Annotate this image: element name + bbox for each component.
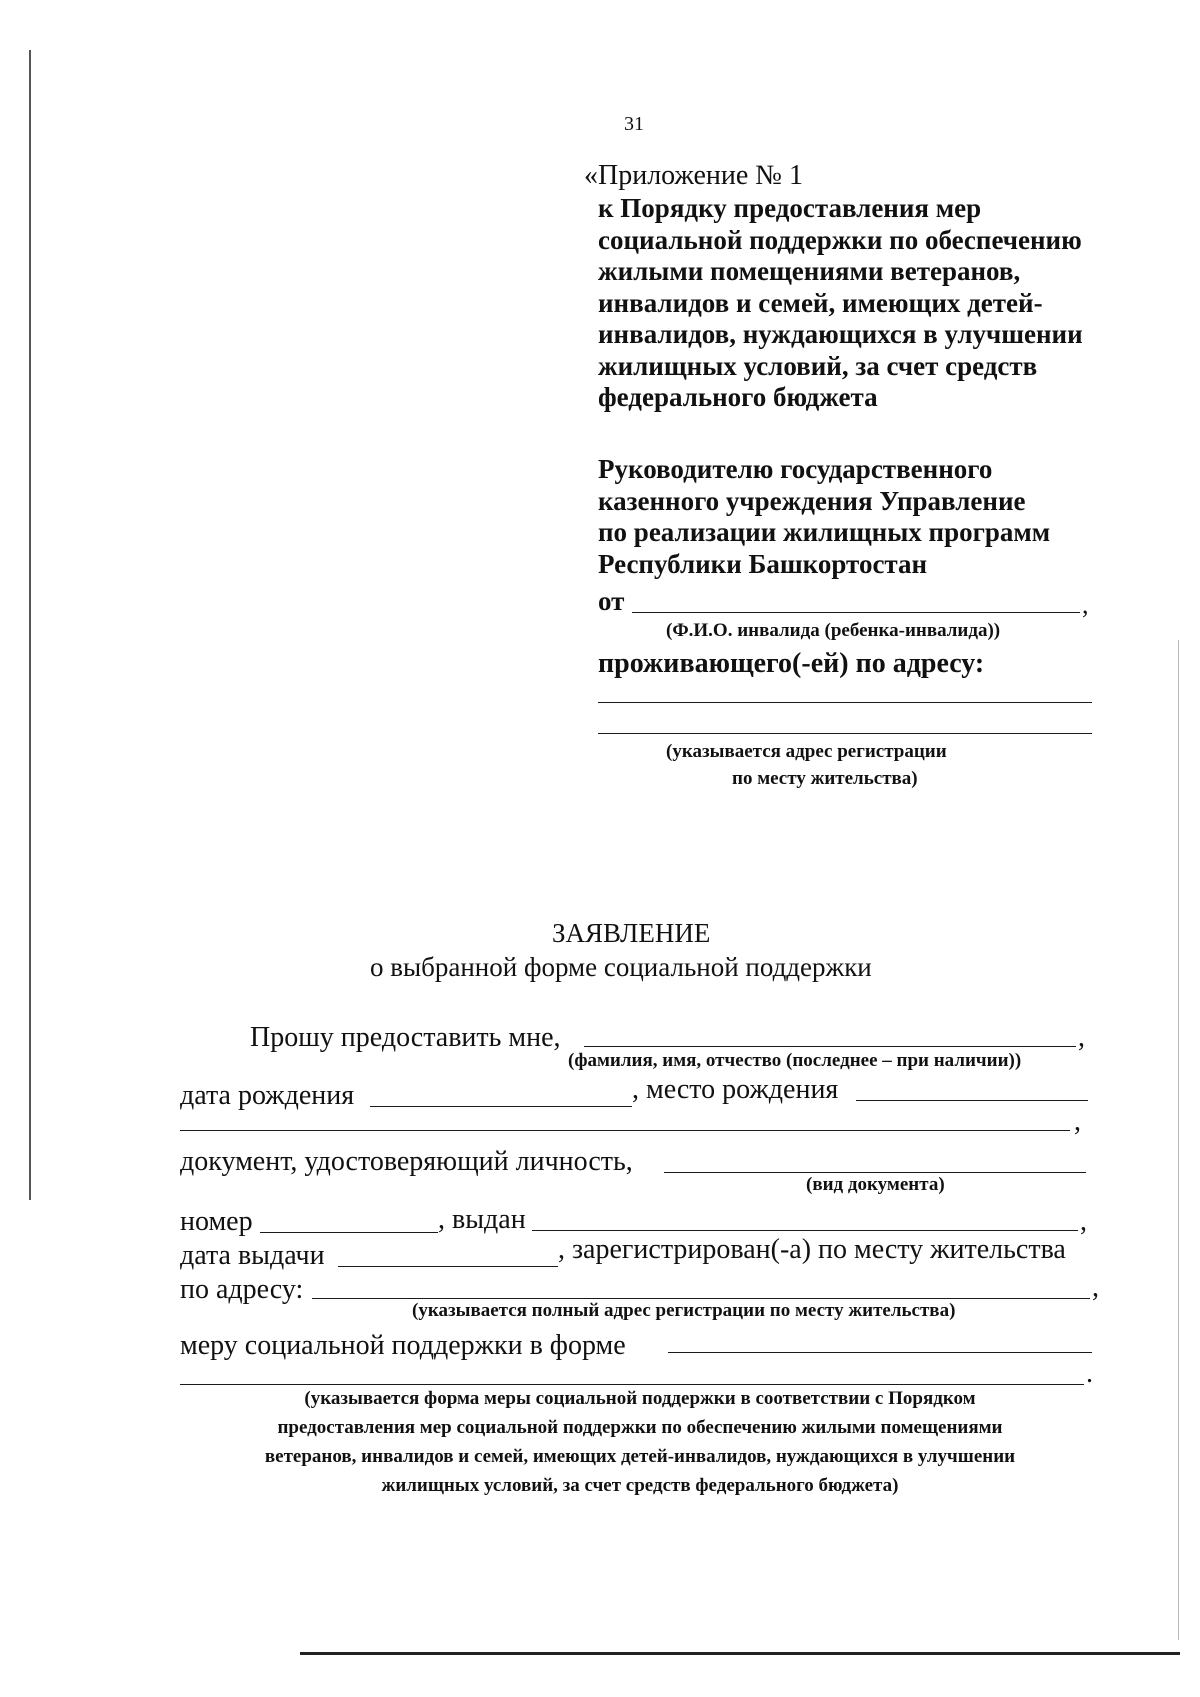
request-comma: , (1078, 1022, 1085, 1053)
id-document-field[interactable] (664, 1172, 1086, 1173)
statement-subtitle: о выбранной форме социальной поддержки (370, 952, 872, 982)
address-hint-line-1: (указывается адрес регистрации (666, 741, 947, 762)
issue-date-field[interactable] (338, 1266, 558, 1267)
from-label: от (598, 586, 625, 616)
number-label: номер (180, 1206, 253, 1237)
id-document-label: документ, удостоверяющий личность, (180, 1146, 633, 1177)
issued-by-field[interactable] (532, 1230, 1078, 1231)
full-name-hint: (фамилия, имя, отчество (последнее – при наличии)) (568, 1050, 1022, 1071)
appendix-line: жилищных условий, за счет средств (598, 350, 1038, 381)
appendix-line: социальной поддержки по обеспечению (598, 224, 1082, 255)
issued-comma: , (1080, 1206, 1087, 1237)
statement-title: ЗАЯВЛЕНИЕ (552, 918, 711, 948)
address-comma: , (1092, 1272, 1099, 1303)
applicant-name-field[interactable] (632, 612, 1080, 613)
scan-bottom-edge (300, 1652, 1180, 1655)
birth-place-field-cont[interactable] (180, 1130, 1070, 1131)
birth-place-comma: , (1074, 1106, 1081, 1137)
from-comma: , (1082, 590, 1089, 619)
scan-left-edge (29, 50, 31, 1200)
support-period: . (1086, 1358, 1093, 1389)
support-hint-line: жилищных условий, за счет средств федерального бюджета) (381, 1475, 899, 1496)
registered-label: , зарегистрирован(-а) по месту жительства (558, 1234, 1066, 1265)
residing-label: проживающего(-ей) по адресу: (598, 648, 985, 679)
residence-address-field-2[interactable] (598, 733, 1092, 734)
page-number: 31 (624, 113, 644, 135)
appendix-line: инвалидов и семей, имеющих детей- (598, 287, 1043, 318)
support-hint-line: (указывается форма меры социальной поддержки в соответствии с Порядком (304, 1388, 976, 1409)
support-hint-line: ветеранов, инвалидов и семей, имеющих детей-инвалидов, нуждающихся в улучшении (264, 1446, 1016, 1467)
support-label: меру социальной поддержки в форме (180, 1330, 626, 1361)
addressee-line: Республики Башкортостан (598, 548, 928, 579)
issue-date-label: дата выдачи (180, 1240, 325, 1271)
address-hint-line-2: по месту жительства) (732, 768, 918, 789)
birth-place-field[interactable] (856, 1100, 1088, 1101)
support-hint-line: предоставления мер социальной поддержки по обеспечению жилыми помещениями (277, 1417, 1003, 1438)
request-label: Прошу предоставить мне, (250, 1022, 561, 1053)
full-address-field[interactable] (312, 1298, 1090, 1299)
appendix-line: инвалидов, нуждающихся в улучшении (598, 319, 1083, 349)
issued-label: , выдан (438, 1204, 526, 1235)
from-hint: (Ф.И.О. инвалида (ребенка-инвалида)) (666, 620, 1001, 641)
address-label: по адресу: (180, 1274, 304, 1305)
birth-date-field[interactable] (370, 1106, 632, 1107)
full-name-field[interactable] (584, 1046, 1076, 1047)
scan-right-edge (1178, 640, 1179, 1640)
addressee-line: казенного учреждения Управление (598, 485, 1026, 516)
appendix-title: «Приложение № 1 (584, 160, 803, 191)
birth-place-label: , место рождения (632, 1074, 839, 1105)
birth-date-label: дата рождения (180, 1080, 355, 1111)
appendix-description (598, 193, 1083, 414)
support-hint (180, 1384, 1100, 1500)
residence-address-field-1[interactable] (598, 702, 1092, 703)
addressee-line: по реализации жилищных программ (598, 517, 1051, 547)
full-address-hint: (указывается полный адрес регистрации по месту жительства) (412, 1300, 956, 1321)
support-form-field[interactable] (668, 1352, 1092, 1353)
appendix-line: к Порядку предоставления мер (598, 193, 982, 223)
appendix-line: жилыми помещениями ветеранов, (598, 256, 1021, 286)
doc-type-hint: (вид документа) (806, 1174, 945, 1195)
document-number-field[interactable] (260, 1232, 438, 1233)
addressee (598, 454, 1050, 580)
appendix-line: федерального бюджета (598, 382, 878, 412)
addressee-line: Руководителю государственного (598, 454, 993, 484)
